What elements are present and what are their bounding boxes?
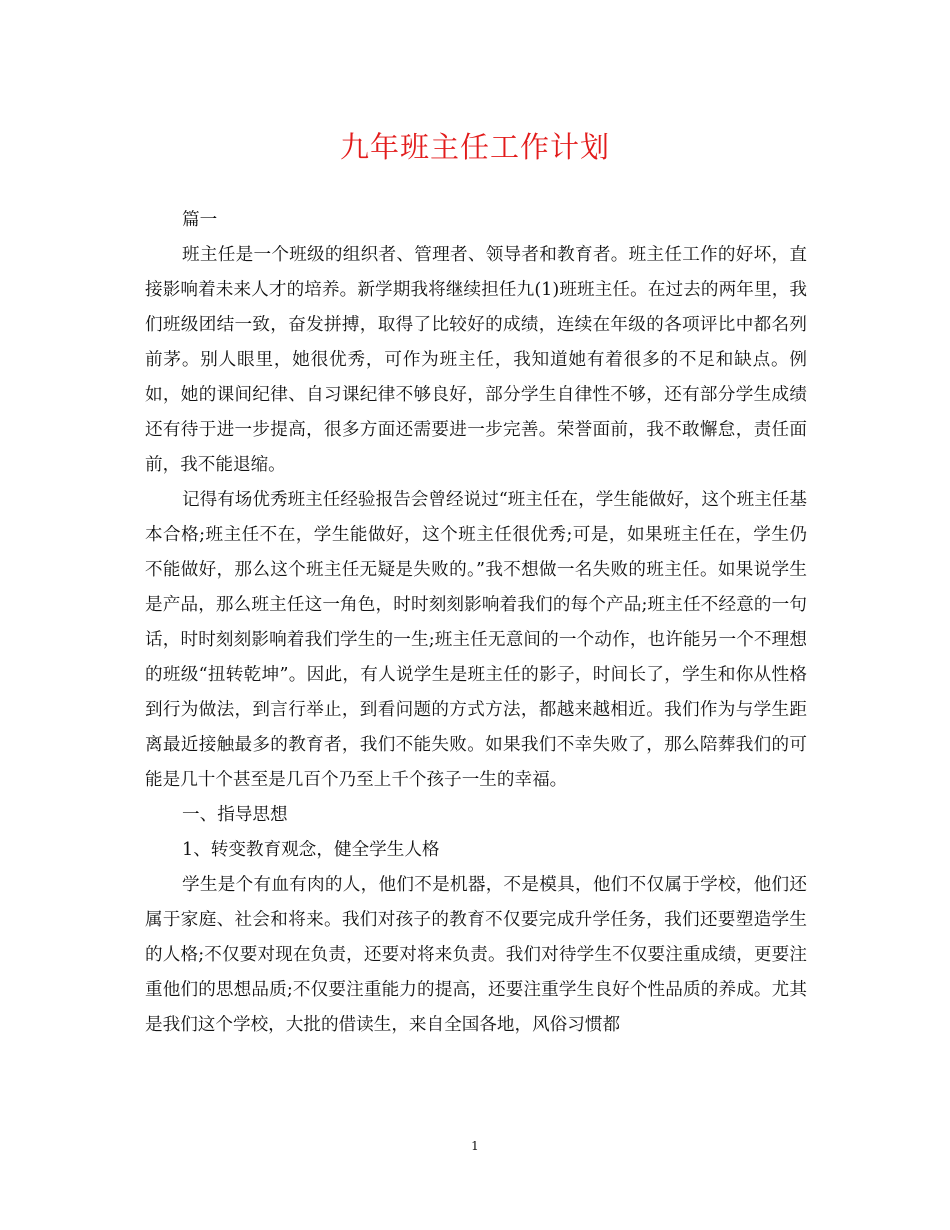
section-heading: 一、指导思想: [182, 805, 288, 825]
paragraph-3: 学生是个有血有肉的人，他们不是机器，不是模具，他们不仅属于学校，他们还属于家庭、社会和将来。我们对孩子的教育不仅要完成升学任务，我们还要塑造学生的人格;不仅要对现在负责，还要对将来负责。我们对待学生不仅要注重成绩，更要注重他们的思想品质;不仅要注重能力的提高，还要注重学生良好个性品质的养成。尤其是我们这个学校，大批的借读生，来自全国各地，风俗习惯都: [145, 875, 807, 1035]
paragraph-1: 班主任是一个班级的组织者、管理者、领导者和教育者。班主任工作的好坏，直接影响着未来人才的培养。新学期我将继续担任九(1)班班主任。在过去的两年里，我们班级团结一致，奋发拼搏，取得了比较好的成绩，连续在年级的各项评比中都名列前茅。别人眼里，她很优秀，可作为班主任，我知道她有着很多的不足和缺点。例如，她的课间纪律、自习课纪律不够良好，部分学生自律性不够，还有部分学生成绩还有待于进一步提高，很多方面还需要进一步完善。荣誉面前，我不敢懈怠，责任面前，我不能退缩。: [145, 245, 807, 475]
paragraph-2: 记得有场优秀班主任经验报告会曾经说过“班主任在，学生能做好，这个班主任基本合格;班主任不在，学生能做好，这个班主任很优秀;可是，如果班主任在，学生仍不能做好，那么这个班主任无疑是失败的。”我不想做一名失败的班主任。如果说学生是产品，那么班主任这一角色，时时刻刻影响着我们的每个产品;班主任不经意的一句话，时时刻刻影响着我们学生的一生;班主任无意间的一个动作，也许能另一个不理想的班级“扭转乾坤”。因此，有人说学生是班主任的影子，时间长了，学生和你从性格到行为做法，到言行举止，到看问题的方式方法，都越来越相近。我们作为与学生距离最近接触最多的教育者，我们不能失败。如果我们不幸失败了，那么陪葬我们的可能是几十个甚至是几百个乃至上千个孩子一生的幸福。: [145, 490, 807, 790]
page-number: 1: [471, 1139, 479, 1153]
subsection-heading: 1、转变教育观念，健全学生人格: [182, 840, 440, 860]
section-label: 篇一: [182, 210, 218, 230]
document-body: [145, 203, 807, 1043]
document-title: 九年班主任工作计划: [339, 130, 610, 164]
